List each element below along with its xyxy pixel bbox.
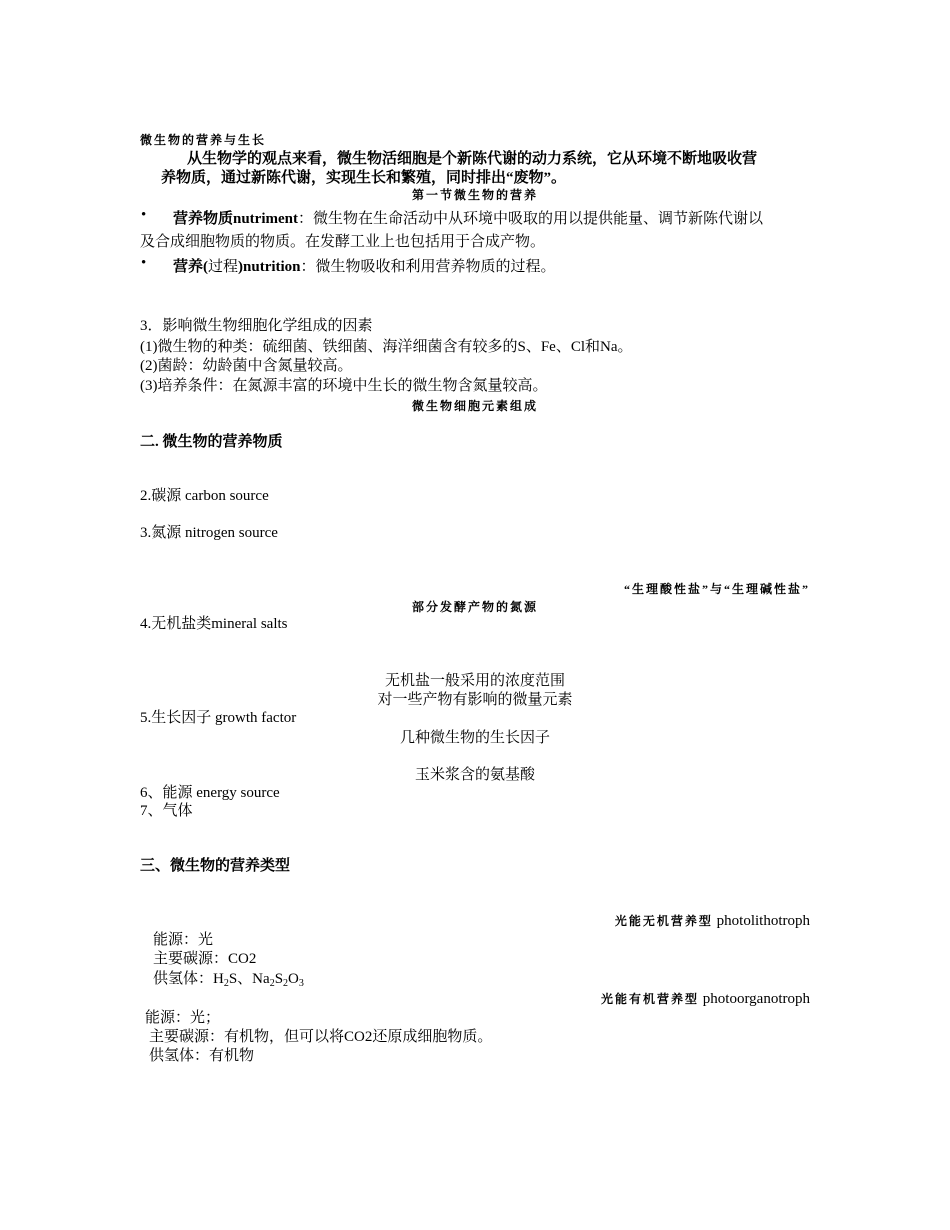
carbon-source-en: carbon source xyxy=(181,488,269,504)
photoorganotroph-heading xyxy=(601,990,810,1008)
nitrogen-source-en: nitrogen source xyxy=(181,525,278,541)
energy-source-en: energy source xyxy=(192,785,280,801)
bullet-icon: • xyxy=(141,207,147,223)
photoorganotroph-cn: 光能有机营养型 xyxy=(601,992,700,1006)
factors-heading: 3．影响微生物细胞化学组成的因素 xyxy=(140,318,373,334)
bullet-2-term-a: 营养( xyxy=(173,259,208,275)
carbon-source-line xyxy=(140,487,269,505)
section1-title: 第一节微生物的营养 xyxy=(411,188,538,202)
h-donor-mid-1: S、Na xyxy=(228,971,270,987)
photoorganotroph-h-donor: 供氢体：有机物 xyxy=(149,1048,255,1064)
photolithotroph-en: photolithotroph xyxy=(712,913,810,929)
factors-item-2: (2)菌龄：幼龄菌中含氮量较高。 xyxy=(140,358,353,374)
intro-line-2: 养物质，通过新陈代谢，实现生长和繁殖，同时排出“废物”。 xyxy=(161,170,567,186)
intro-line-1: 从生物学的观点来看，微生物活细胞是个新陈代谢的动力系统，它从环境不断地吸收营 xyxy=(187,151,758,167)
gas-line: 7、气体 xyxy=(140,803,193,819)
energy-source-line xyxy=(140,784,280,802)
corn-caption: 玉米浆含的氨基酸 xyxy=(414,767,535,783)
h-donor-sub-1: 2 xyxy=(223,978,229,989)
mineral-range-caption: 无机盐一般采用的浓度范围 xyxy=(384,673,565,689)
h-donor-sub-3: 2 xyxy=(283,978,289,989)
ferment-caption: 部分发酵产物的氮源 xyxy=(411,600,538,614)
bullet-2-text: ：微生物吸收和利用营养物质的过程。 xyxy=(300,259,556,275)
photolithotroph-cn: 光能无机营养型 xyxy=(614,914,713,928)
mineral-salts-cn: 4.无机盐类 xyxy=(140,616,212,632)
growth-factors-caption: 几种微生物的生长因子 xyxy=(399,730,550,746)
photoorganotroph-carbon: 主要碳源：有机物，但可以将CO2还原成细胞物质。 xyxy=(149,1029,493,1045)
section3-title: 三、微生物的营养类型 xyxy=(140,858,291,874)
bullet-1-term: 营养物质nutriment xyxy=(173,211,298,227)
bullet-1-line-1 xyxy=(173,210,763,228)
mineral-salts-line xyxy=(140,615,288,633)
bullet-1-text: ：微生物在生命活动中从环境中吸取的用以提供能量、调节新陈代谢以 xyxy=(298,211,764,227)
h-donor-mid-2: S xyxy=(274,971,284,987)
growth-factor-line xyxy=(140,709,296,727)
carbon-source-cn: 2.碳源 xyxy=(140,488,182,504)
section2-title: 二. 微生物的营养物质 xyxy=(140,434,283,450)
h-donor-sub-4: 3 xyxy=(298,978,304,989)
nitrogen-source-line xyxy=(140,524,278,542)
factors-item-1: (1)微生物的种类：硫细菌、铁细菌、海洋细菌含有较多的S、Fe、Cl和Na。 xyxy=(140,339,633,355)
h-donor-mid-3: O xyxy=(288,971,299,987)
h-donor-sub-2: 2 xyxy=(269,978,275,989)
photolithotroph-energy: 能源：光 xyxy=(153,932,214,948)
photolithotroph-heading xyxy=(615,912,810,930)
bullet-icon: • xyxy=(141,255,147,271)
mineral-salts-en: mineral salts xyxy=(211,616,288,632)
bullet-2-term-b: 过程 xyxy=(208,259,239,275)
photolithotroph-carbon: 主要碳源：CO2 xyxy=(153,951,257,967)
doc-title: 微生物的营养与生长 xyxy=(140,133,267,147)
bullet-2-term-c: )nutrition xyxy=(238,259,301,275)
growth-factor-en: growth factor xyxy=(211,710,297,726)
photoorganotroph-energy: 能源：光； xyxy=(145,1010,221,1026)
factors-caption: 微生物细胞元素组成 xyxy=(411,399,538,413)
bullet-2-line-1 xyxy=(173,258,556,276)
growth-factor-cn: 5.生长因子 xyxy=(140,710,212,726)
h-donor-label: 供氢体：H xyxy=(153,971,224,987)
photoorganotroph-en: photoorganotroph xyxy=(699,991,810,1007)
factors-item-3: (3)培养条件：在氮源丰富的环境中生长的微生物含氮量较高。 xyxy=(140,378,548,394)
salt-caption: “生理酸性盐”与“生理碱性盐” xyxy=(623,582,810,596)
trace-elements-caption: 对一些产物有影响的微量元素 xyxy=(377,692,573,708)
energy-source-cn: 6、能源 xyxy=(140,785,193,801)
bullet-1-line-2: 及合成细胞物质的物质。在发酵工业上也包括用于合成产物。 xyxy=(140,234,546,250)
nitrogen-source-cn: 3.氮源 xyxy=(140,525,182,541)
photolithotroph-h-donor xyxy=(153,970,304,988)
